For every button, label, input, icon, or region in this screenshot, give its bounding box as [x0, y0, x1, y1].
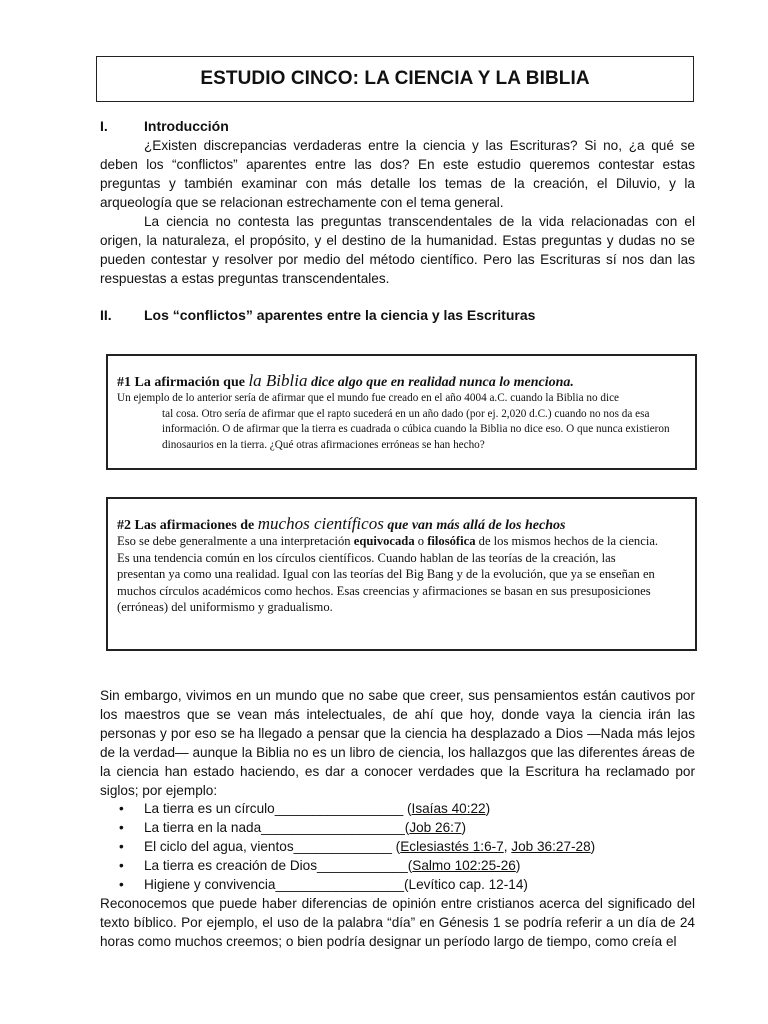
intro-paragraph-2: La ciencia no contesta las preguntas transcendentales de la vida relacionadas con el origen, la naturaleza, el propósito, y el destino de la humanidad. Estas preguntas y dudas no se pueden contestar y resolver por medio del método científico. Pero las Escrituras sí nos dan las respuestas a estas preguntas transcendentales. — [100, 214, 695, 286]
callout-1-heading — [117, 371, 574, 391]
list-item — [100, 799, 695, 818]
section-2-title: Los “conflictos” aparentes entre la ciencia y las Escrituras — [144, 307, 536, 323]
section-2-number: II. — [100, 307, 112, 323]
body-paragraph-3: Sin embargo, vivimos en un mundo que no sabe que creer, sus pensamientos están cautivos por los maestros que se vean más intelectuales, de ahí que hoy, donde vaya la ciencia irán las personas y por eso se ha llegado a pensar que la ciencia ha desplazado a Dios —Nada más lejos de la verdad— aunque la Biblia no es un libro de ciencia, los hallazgos que las diferentes áreas de la ciencia han estado haciendo, es dar a conocer verdades que la Escritura ha reclamado por siglos; por ejemplo: — [100, 688, 695, 798]
callout-2-text-a: Eso se debe generalmente a una interpretación — [117, 534, 354, 548]
bullet-icon: • — [119, 839, 124, 854]
body-paragraph-4: Reconocemos que puede haber diferencias de opinión entre cristianos acerca del significado del texto bíblico. Por ejemplo, el uso de la palabra “día” en Génesis 1 se podría referir a un día de 24 horas como muchos creemos; o bien podría designar un período largo de tiempo, como creía el — [100, 896, 695, 949]
bullet-icon: • — [119, 877, 124, 892]
callout-2-bold-equivocada: equivocada — [353, 534, 415, 548]
intro-paragraph-1: ¿Existen discrepancias verdaderas entre la ciencia y las Escrituras? Si no, ¿a qué se deben los “conflictos” aparentes entre las dos? En este estudio queremos contestar estas preguntas y también examinar con más detalle los temas de la creación, el Diluvio, y la arqueología que se relacionan estrechamente con el tema general. — [100, 138, 695, 210]
callout-2-heading-emphasis: muchos científicos — [257, 514, 384, 533]
callout-1-rest: tal cosa. Otro sería de afirmar que el rapto sucederá en un año dado (por ej. 2,020 d.C.) cuando no nos da esa información. O de afirmar que la tierra es cuadrada o cúbica cuando la Biblia no dice eso. O que nunca existieron dinosaurios en la tierra. ¿Qué otras afirmaciones erróneas se han hecho? — [162, 407, 670, 451]
callout-2-heading-start: #2 Las afirmaciones de — [117, 518, 258, 533]
list-item — [100, 818, 695, 837]
title-box — [96, 56, 694, 102]
scripture-reference-link-2[interactable]: Job 36:27-28 — [511, 839, 591, 854]
list-item-text: La tierra en la nada___________________( — [144, 820, 410, 835]
section-2-heading — [100, 307, 535, 323]
callout-1-line1: Un ejemplo de lo anterior sería de afirmar que el mundo fue creado en el año 4004 a.C. cuando la Biblia no dice — [117, 392, 620, 404]
scripture-reference-link[interactable]: Isaías 40:22 — [411, 801, 486, 816]
section-1-title: Introducción — [144, 118, 229, 134]
bullet-icon: • — [119, 820, 124, 835]
list-item — [100, 875, 695, 894]
scripture-reference-link[interactable]: Salmo 102:25-26 — [412, 858, 516, 873]
page-title: ESTUDIO CINCO: LA CIENCIA Y LA BIBLIA — [200, 68, 590, 89]
callout-2-heading — [117, 514, 565, 534]
list-item-text: El ciclo del agua, vientos_____________ ( — [144, 839, 401, 854]
list-item — [100, 837, 695, 856]
list-item-close: ) — [485, 801, 491, 816]
list-item-close: ) — [461, 820, 466, 835]
callout-2-bold-filosofica: filosófica — [427, 534, 476, 548]
callout-1-heading-end: dice algo que en realidad nunca lo menciona. — [307, 375, 574, 390]
callout-box-1 — [106, 354, 697, 470]
bullet-icon: • — [119, 858, 124, 873]
callout-1-heading-emphasis: la Biblia — [248, 371, 308, 390]
callout-2-text-b: o — [414, 534, 428, 548]
scripture-reference-link[interactable]: Job 26:7 — [409, 820, 462, 835]
list-item-text: La tierra es creación de Dios____________( — [144, 858, 413, 873]
examples-list — [100, 799, 695, 894]
callout-2-heading-end: que van más allá de los hechos — [383, 518, 566, 533]
section-1-number: I. — [100, 118, 108, 134]
list-item-text: La tierra es un círculo_________________ ( — [144, 801, 412, 816]
list-item — [100, 856, 695, 875]
scripture-reference-link[interactable]: Eclesiastés 1:6-7 — [400, 839, 504, 854]
list-item-text: Higiene y convivencia_________________(Levítico cap. 12-14) — [144, 877, 528, 892]
callout-1-heading-start: #1 La afirmación que — [117, 375, 249, 390]
callout-2-text — [117, 533, 667, 616]
bullet-icon: • — [119, 801, 124, 816]
list-item-close: ) — [515, 858, 521, 873]
list-item-separator: , — [503, 839, 512, 854]
callout-1-text — [117, 391, 692, 453]
callout-box-2 — [106, 497, 697, 651]
list-item-close: ) — [590, 839, 596, 854]
section-1-heading — [100, 118, 229, 134]
callout-2-text-c: de los mismos hechos de la ciencia. Es una tendencia común en los círculos científicos. Cuando hablan de las teorías de la creación, las presentan ya como una realidad. Igual con las teorías del Big Bang y de la evolución, que ya se enseñan en muchos círculos académicos como hechos. Esas creencias y afirmaciones se basan en sus presuposiciones (erróneas) del uniformismo y gradualismo. — [117, 534, 659, 614]
